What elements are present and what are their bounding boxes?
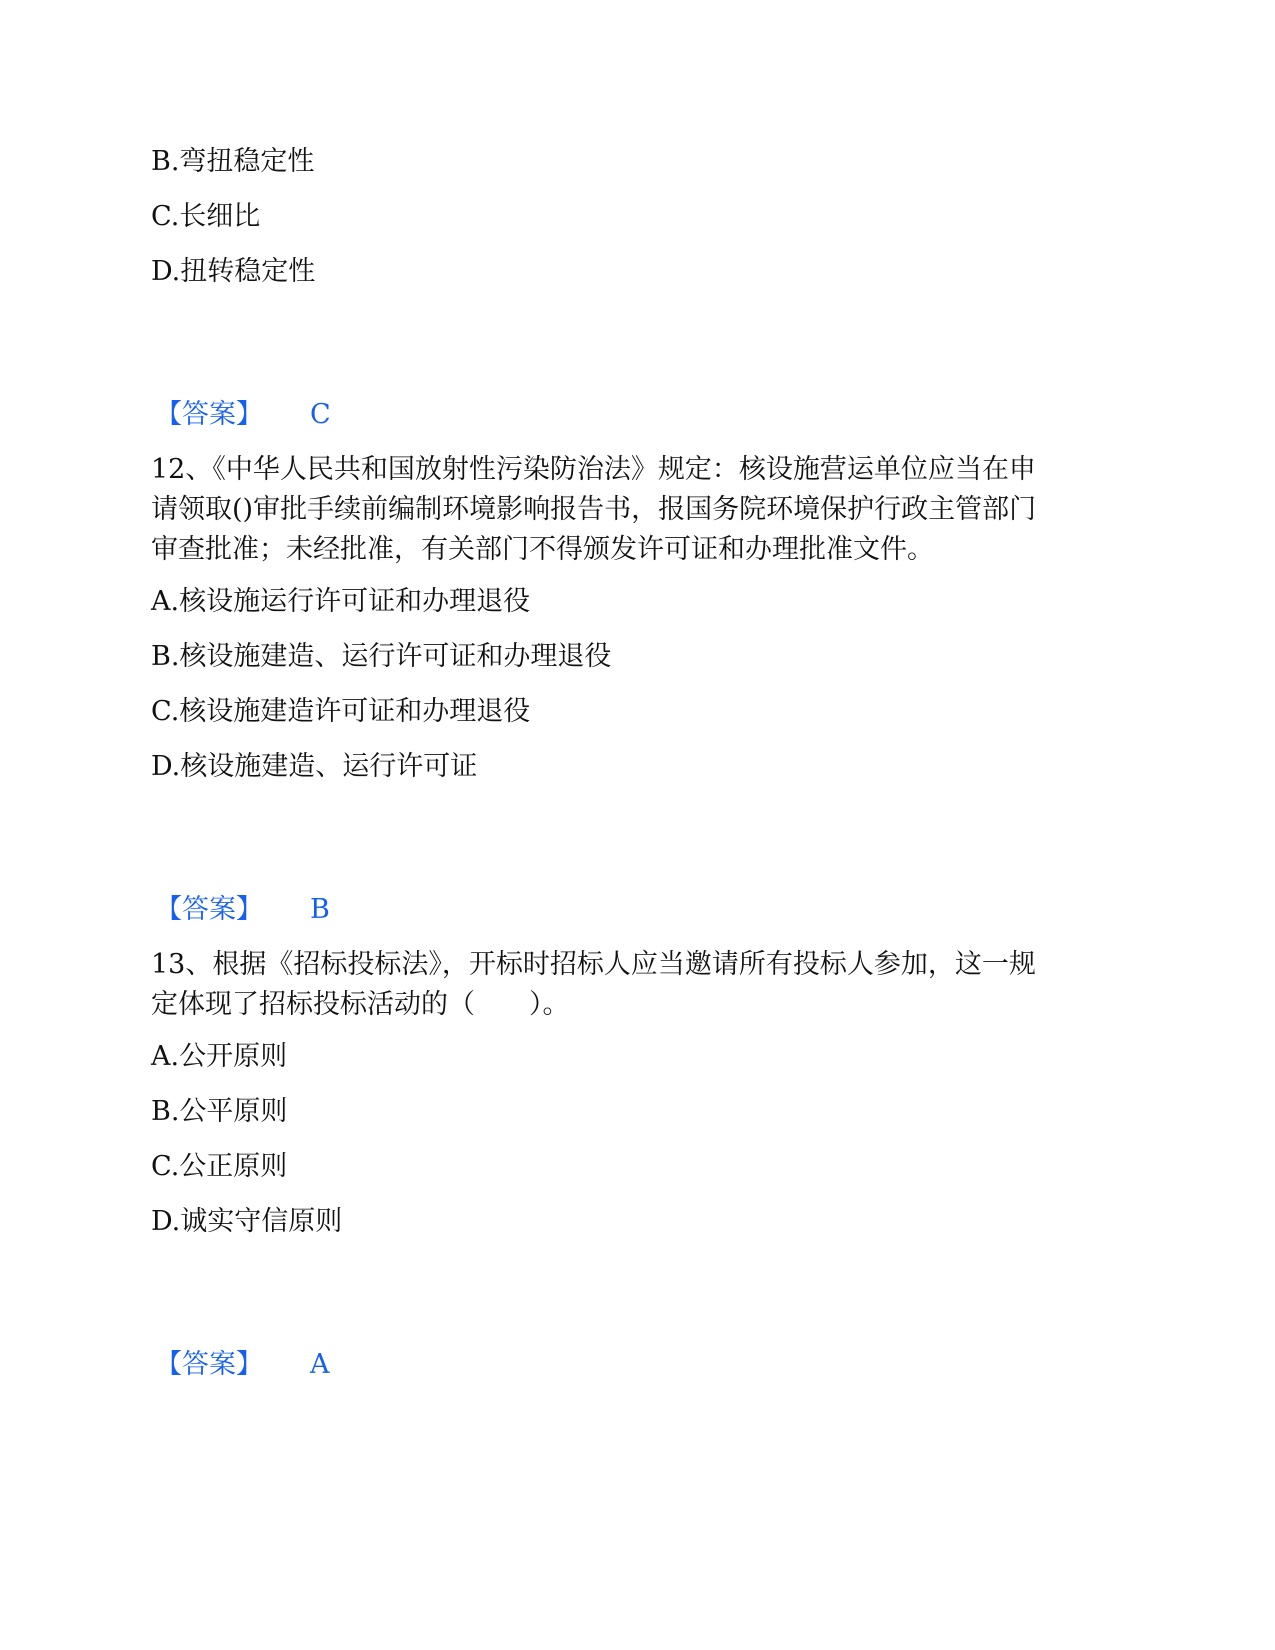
question-12-option-d: D.核设施建造、运行许可证 xyxy=(151,751,478,782)
option-b: B.弯扭稳定性 xyxy=(151,146,315,177)
question-12-option-a: A.核设施运行许可证和办理退役 xyxy=(151,586,531,617)
answer-row xyxy=(155,399,331,430)
question-12-answer-row xyxy=(155,894,330,925)
question-12-stem-line-1: 12、《中华人民共和国放射性污染防治法》规定：核设施营运单位应当在申 xyxy=(151,454,1036,485)
answer-value: B xyxy=(310,894,330,925)
question-13-option-b: B.公平原则 xyxy=(151,1096,288,1127)
question-12-option-c: C.核设施建造许可证和办理退役 xyxy=(151,696,531,727)
answer-label: 【答案】 xyxy=(155,1349,263,1380)
question-13-stem-line-2: 定体现了招标投标活动的（ ）。 xyxy=(151,989,570,1020)
option-c: C.长细比 xyxy=(151,201,261,232)
answer-value: A xyxy=(310,1349,330,1380)
question-13-stem-line-1: 13、根据《招标投标法》，开标时招标人应当邀请所有投标人参加，这一规 xyxy=(151,949,1036,980)
answer-value: C xyxy=(310,399,331,430)
question-12-stem-line-3: 审查批准；未经批准，有关部门不得颁发许可证和办理批准文件。 xyxy=(151,534,934,565)
option-d: D.扭转稳定性 xyxy=(151,256,316,287)
answer-label: 【答案】 xyxy=(155,399,263,430)
question-13-option-d: D.诚实守信原则 xyxy=(151,1206,343,1237)
question-12-option-b: B.核设施建造、运行许可证和办理退役 xyxy=(151,641,612,672)
question-13-answer-row xyxy=(155,1349,330,1380)
question-13-option-a: A.公开原则 xyxy=(151,1041,288,1072)
question-13-option-c: C.公正原则 xyxy=(151,1151,288,1182)
answer-label: 【答案】 xyxy=(155,894,263,925)
question-12-stem-line-2: 请领取()审批手续前编制环境影响报告书，报国务院环境保护行政主管部门 xyxy=(151,494,1037,525)
